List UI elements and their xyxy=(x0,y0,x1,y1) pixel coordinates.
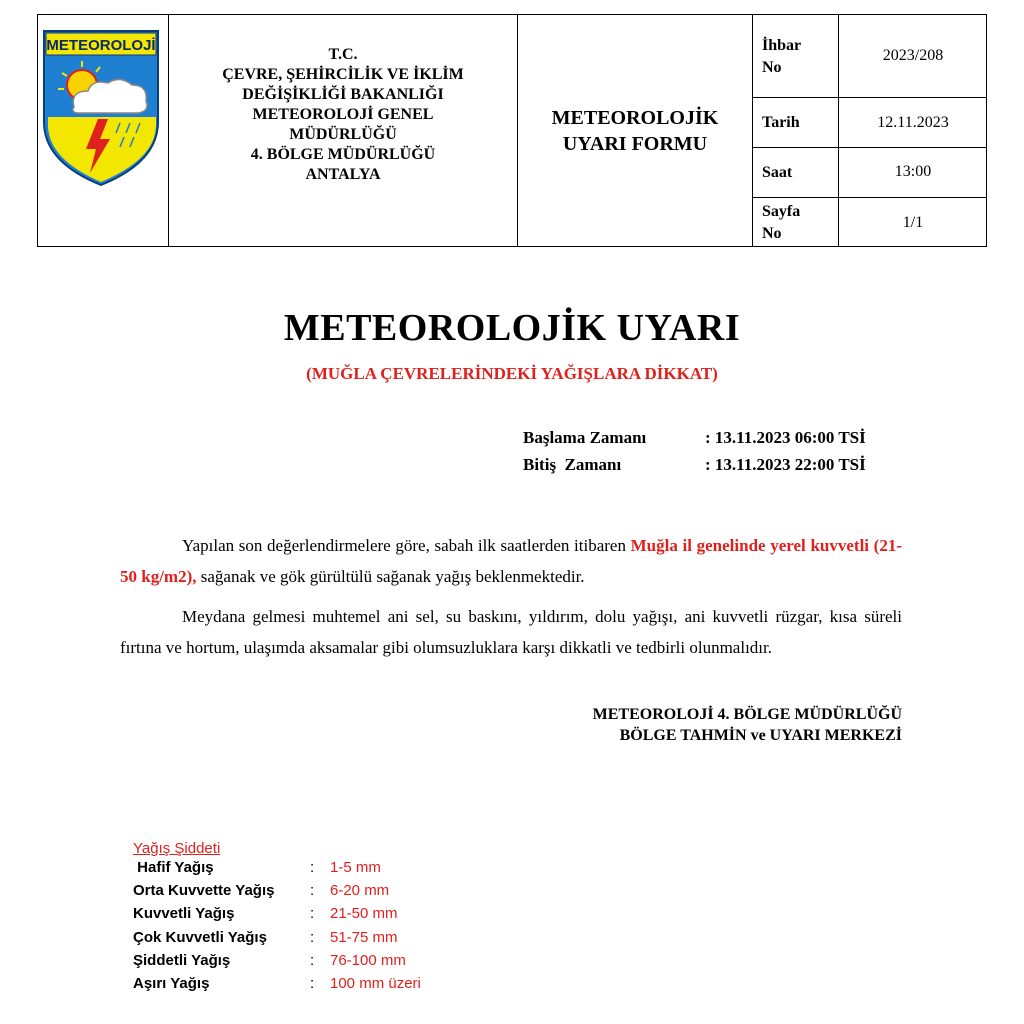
paragraph-text: sağanak ve gök gürültülü sağanak yağış beklenmektedir. xyxy=(196,567,585,586)
legend-value: 1-5 mm xyxy=(330,859,381,876)
form-title xyxy=(518,105,752,157)
start-time-row xyxy=(523,428,866,448)
ihbar-no-value: 2023/208 xyxy=(882,47,944,64)
legend-name: Orta Kuvvette Yağış xyxy=(133,882,275,900)
legend-colon: : xyxy=(310,951,315,969)
tarih-label: Tarih xyxy=(762,114,800,131)
ihbar-no-label xyxy=(762,35,801,79)
org-line: METEOROLOJİ GENEL xyxy=(252,106,434,123)
header-form-table xyxy=(37,14,987,247)
label-line: İhbar xyxy=(762,37,802,54)
legend-title: Yağış Şiddeti xyxy=(133,840,221,857)
paragraph-text: Yapılan son değerlendirmelere göre, sabah ilk saatlerden itibaren xyxy=(182,536,631,555)
end-time-label: Bitiş Zamanı xyxy=(523,455,622,474)
legend-name: Kuvvetli Yağış xyxy=(133,905,235,923)
sayfa-no-label xyxy=(762,201,800,245)
label-line: Sayfa xyxy=(762,203,801,220)
start-time-label: Başlama Zamanı xyxy=(523,428,647,447)
label-line: No xyxy=(762,59,782,76)
precipitation-legend xyxy=(133,840,421,998)
org-line: ANTALYA xyxy=(305,166,381,183)
legend-value: 21-50 mm xyxy=(330,905,398,923)
sayfa-no-value: 1/1 xyxy=(902,214,924,231)
org-line: T.C. xyxy=(328,46,358,63)
legend-value: 100 mm üzeri xyxy=(330,974,421,992)
label-line: No xyxy=(762,225,782,242)
legend-colon: : xyxy=(310,905,315,923)
legend-value: 6-20 mm xyxy=(330,882,390,900)
org-line: ÇEVRE, ŞEHİRCİLİK VE İKLİM xyxy=(222,66,464,83)
legend-colon: : xyxy=(310,882,315,900)
start-time-value: : 13.11.2023 06:00 TSİ xyxy=(705,428,866,447)
legend-name: Çok Kuvvetli Yağış xyxy=(133,928,267,946)
svg-text:METEOROLOJİ: METEOROLOJİ xyxy=(46,37,156,54)
legend-row xyxy=(133,952,421,975)
divider xyxy=(752,15,753,246)
paragraph-forecast xyxy=(120,530,902,592)
form-title-line: METEOROLOJİK xyxy=(551,107,719,129)
organization-name xyxy=(169,45,517,185)
legend-row xyxy=(133,905,421,928)
divider xyxy=(752,97,986,98)
signature-line-2: BÖLGE TAHMİN ve UYARI MERKEZİ xyxy=(619,727,902,744)
end-time-row xyxy=(523,455,866,475)
legend-name: Hafif Yağış xyxy=(133,859,214,876)
legend-name: Aşırı Yağış xyxy=(133,974,210,992)
signature-line-1: METEOROLOJİ 4. BÖLGE MÜDÜRLÜĞÜ xyxy=(592,706,902,723)
legend-row xyxy=(133,975,421,998)
legend-name: Şiddetli Yağış xyxy=(133,951,231,969)
saat-value: 13:00 xyxy=(894,163,932,180)
paragraph-precautions: Meydana gelmesi muhtemel ani sel, su baskını, yıldırım, dolu yağışı, ani kuvvetli rüzgar, kısa süreli fırtına ve hortum, ulaşımda aksamalar gibi olumsuzluklara karşı dikkatli ve tedbirli olunmalıdır. xyxy=(120,607,902,657)
warning-subtitle: (MUĞLA ÇEVRELERİNDEKİ YAĞIŞLARA DİKKAT) xyxy=(306,364,718,383)
legend-colon: : xyxy=(310,859,315,876)
divider xyxy=(752,197,986,198)
divider xyxy=(752,147,986,148)
org-line: MÜDÜRLÜĞÜ xyxy=(289,126,397,143)
org-line: DEĞİŞİKLİĞİ BAKANLIĞI xyxy=(242,86,444,103)
highlighted-region: Muğla il genelinde yerel kuvvetli (21-50 kg/m2), xyxy=(120,536,902,586)
legend-value: 76-100 mm xyxy=(330,951,406,969)
meteoroloji-logo xyxy=(40,27,162,189)
legend-colon: : xyxy=(310,974,315,992)
org-line: 4. BÖLGE MÜDÜRLÜĞÜ xyxy=(250,146,436,163)
warning-title: METEOROLOJİK UYARI xyxy=(283,307,741,349)
end-time-value: : 13.11.2023 22:00 TSİ xyxy=(705,455,866,474)
legend-colon: : xyxy=(310,928,315,946)
legend-value: 51-75 mm xyxy=(330,928,398,946)
form-title-line: UYARI FORMU xyxy=(562,133,708,155)
tarih-value: 12.11.2023 xyxy=(877,114,949,131)
legend-row xyxy=(133,929,421,952)
saat-label: Saat xyxy=(762,164,793,181)
legend-row xyxy=(133,859,421,882)
legend-row xyxy=(133,882,421,905)
